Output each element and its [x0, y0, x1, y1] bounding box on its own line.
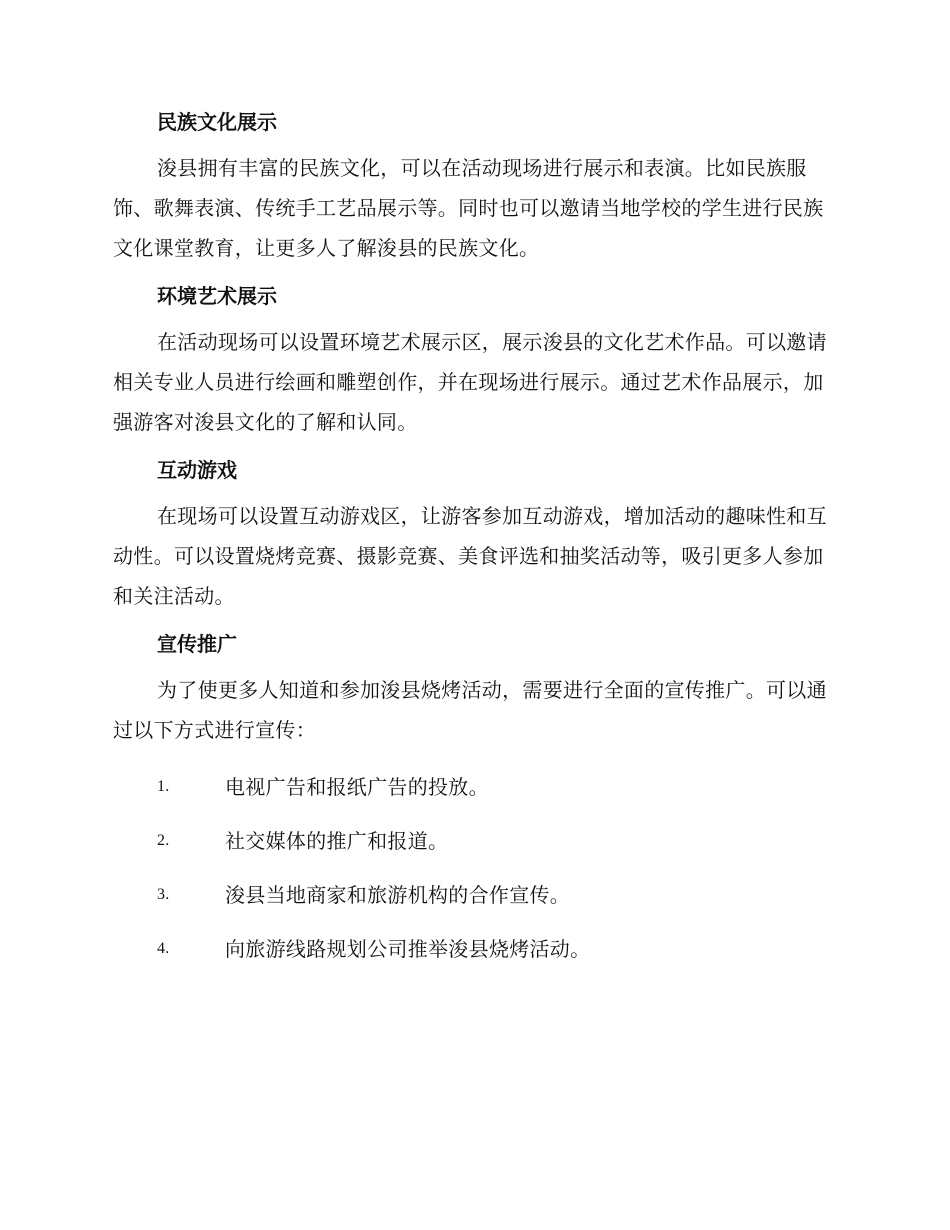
- section-title-ethnic-culture: 民族文化展示: [157, 110, 277, 134]
- list-item-text: 电视广告和报纸广告的投放。: [225, 775, 489, 799]
- list-item-number: 3.: [157, 886, 170, 903]
- list-item: [113, 880, 833, 910]
- paragraph-promotion: 为了使更多人知道和参加浚县烧烤活动，需要进行全面的宣传推广。可以通过以下方式进行宣传：: [113, 678, 827, 742]
- list-item-text: 社交媒体的推广和报道。: [225, 829, 449, 853]
- document-content: [113, 108, 833, 988]
- section-title-environmental-art: 环境艺术展示: [157, 284, 277, 308]
- list-item: [113, 826, 833, 856]
- paragraph-ethnic-culture: 浚县拥有丰富的民族文化，可以在活动现场进行展示和表演。比如民族服饰、歌舞表演、传统手工艺品展示等。同时也可以邀请当地学校的学生进行民族文化课堂教育，让更多人了解浚县的民族文化。: [113, 156, 824, 260]
- paragraph-environmental-art: 在活动现场可以设置环境艺术展示区，展示浚县的文化艺术作品。可以邀请相关专业人员进行绘画和雕塑创作，并在现场进行展示。通过艺术作品展示，加强游客对浚县文化的了解和认同。: [113, 330, 827, 434]
- list-item: [113, 934, 833, 964]
- list-item-text: 向旅游线路规划公司推举浚县烧烤活动。: [225, 937, 591, 961]
- promotion-list: [113, 772, 833, 964]
- list-item-number: 1.: [157, 778, 170, 795]
- list-item-number: 4.: [157, 940, 170, 957]
- list-item-number: 2.: [157, 832, 170, 849]
- paragraph-interactive-games: 在现场可以设置互动游戏区，让游客参加互动游戏，增加活动的趣味性和互动性。可以设置烧烤竞赛、摄影竞赛、美食评选和抽奖活动等，吸引更多人参加和关注活动。: [113, 504, 827, 608]
- list-item: [113, 772, 833, 802]
- section-title-promotion: 宣传推广: [157, 632, 237, 656]
- section-title-interactive-games: 互动游戏: [157, 458, 237, 482]
- list-item-text: 浚县当地商家和旅游机构的合作宣传。: [225, 883, 571, 907]
